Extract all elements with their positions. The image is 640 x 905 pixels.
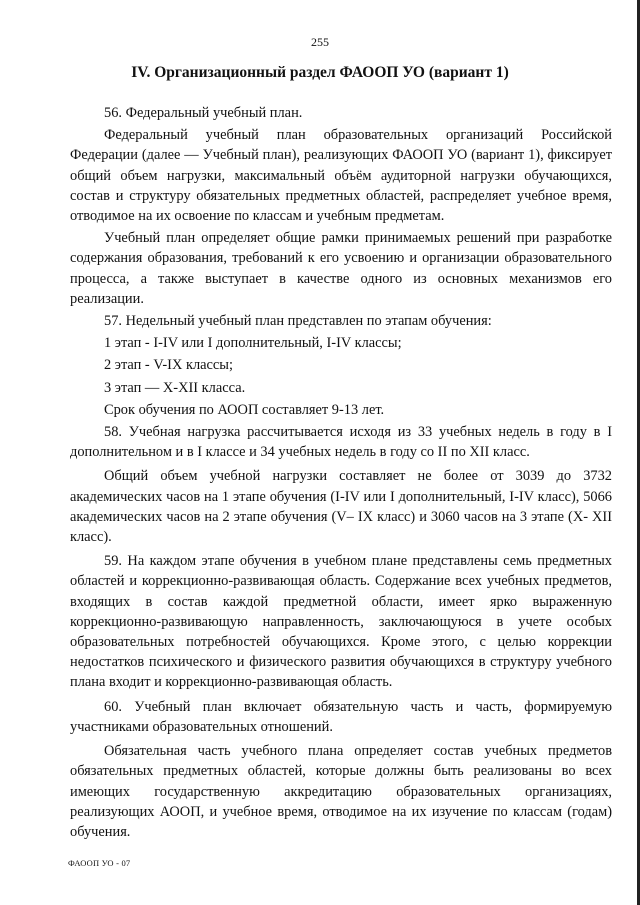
footer-code: ФАООП УО - 07 bbox=[68, 858, 131, 868]
paragraph-56-title: 56. Федеральный учебный план. bbox=[104, 105, 303, 121]
paragraph-60: 60. Учебный план включает обязательную часть и часть, формируемую участниками образовательных отношений. bbox=[70, 698, 612, 735]
paragraph-duration: Срок обучения по АООП составляет 9-13 лет. bbox=[104, 401, 385, 418]
body-text bbox=[70, 103, 612, 842]
paragraph-curriculum-framework: Учебный план определяет общие рамки принимаемых решений при разработке содержания образования, требований к его усвоению и организации образовательного процесса, а также выступает в качестве одного из основных механизмов его реализации. bbox=[70, 230, 612, 307]
paragraph-mandatory-part: Обязательная часть учебного плана определяет состав учебных предметов обязательных предметных областей, которые должны быть реализованы во всех имеющих государственную аккредитацию образовательных организациях, реализующих АООП, и учебное время, отводимое на их изучение по классам (годам) обучения. bbox=[70, 743, 612, 840]
paragraph-57: 57. Недельный учебный план представлен по этапам обучения: bbox=[104, 313, 492, 330]
paragraph-curriculum-definition: Федеральный учебный план образовательных организаций Российской Федерации (далее — Учебный план), реализующих ФАООП УО (вариант 1), фиксирует общий объем нагрузки, максимальный объём аудиторной нагрузки обучающихся, состав и структуру обязательных предметных областей, распределяет учебное время, отводимое на их освоение по классам и учебным предметам. bbox=[70, 127, 612, 225]
paragraph-58: 58. Учебная нагрузка рассчитывается исходя из 33 учебных недель в году в I дополнительном и в I классе и 34 учебных недель в году со II по XII класс. bbox=[70, 424, 612, 461]
list-item-stage-1: 1 этап - I-IV или I дополнительный, I-IV классы; bbox=[104, 335, 402, 352]
paragraph-59: 59. На каждом этапе обучения в учебном плане представлены семь предметных областей и коррекционно-развивающая область. Содержание всех учебных предметов, входящих в состав каждой предметной области, имеет ярко выраженную коррекционно-развивающую направленность, заключающуюся в учете особых образовательных потребностей обучающихся. Кроме этого, с целью коррекции недостатков психического и физического развития обучающихся в структуру учебного плана входит и коррекционно-развивающая область. bbox=[70, 553, 612, 691]
list-item-stage-3: 3 этап — X-XII класса. bbox=[104, 379, 246, 396]
section-heading: IV. Организационный раздел ФАООП УО (вариант 1) bbox=[131, 64, 509, 81]
list-item-stage-2: 2 этап - V-IX классы; bbox=[104, 357, 233, 374]
paragraph-total-load: Общий объем учебной нагрузки составляет не более от 3039 до 3732 академических часов на 1 этапе обучения (I-IV или I дополнительный, I-IV класс), 5066 академических часов на 2 этапе обучения (V– IX класс) и 3060 часов на 3 этапе (X- XII класс). bbox=[70, 468, 612, 546]
page-number: 255 bbox=[311, 35, 329, 49]
